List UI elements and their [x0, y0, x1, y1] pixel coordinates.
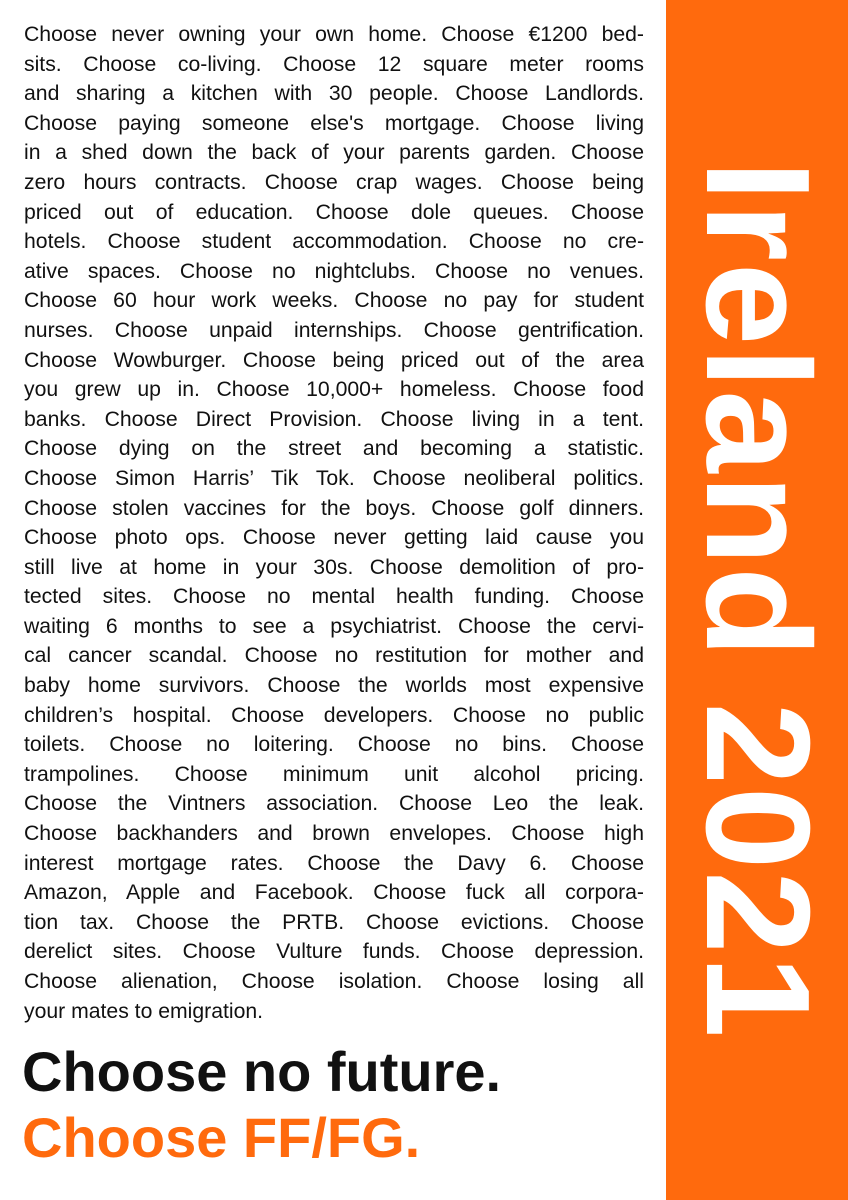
body-line: zero hours contracts. Choose crap wages. Choose being: [24, 170, 644, 194]
body-line: nurses. Choose unpaid internships. Choose gentrification.: [24, 318, 644, 342]
body-line: Choose Wowburger. Choose being priced out of the area: [24, 348, 644, 372]
headline-no-future: Choose no future.: [22, 1040, 502, 1103]
body-line: Choose stolen vaccines for the boys. Choose golf dinners.: [24, 496, 644, 520]
body-line: ative spaces. Choose no nightclubs. Choose no venues.: [24, 259, 644, 283]
body-line: waiting 6 months to see a psychiatrist. Choose the cervi-: [24, 614, 644, 638]
body-line: hotels. Choose student accommodation. Choose no cre-: [24, 230, 644, 254]
body-line: trampolines. Choose minimum unit alcohol pricing.: [24, 762, 644, 786]
body-line: your mates to emigration.: [24, 999, 264, 1023]
body-line: Amazon, Apple and Facebook. Choose fuck all corpora-: [24, 881, 644, 905]
side-title-ireland-2021: Ireland 2021: [675, 160, 840, 1040]
body-line: Choose Simon Harris’ Tik Tok. Choose neoliberal politics.: [24, 466, 644, 490]
body-line: baby home survivors. Choose the worlds most expensive: [24, 674, 644, 698]
body-line: toilets. Choose no loitering. Choose no bins. Choose: [24, 733, 644, 757]
body-line: and sharing a kitchen with 30 people. Choose Landlords.: [24, 82, 644, 106]
body-line: tected sites. Choose no mental health funding. Choose: [24, 585, 644, 609]
body-line: tion tax. Choose the PRTB. Choose evictions. Choose: [24, 910, 644, 934]
body-line: Choose backhanders and brown envelopes. Choose high: [24, 822, 644, 846]
body-line: interest mortgage rates. Choose the Davy 6. Choose: [24, 851, 644, 875]
manifesto-body: [24, 20, 644, 1026]
body-line: Choose photo ops. Choose never getting laid cause you: [24, 526, 644, 550]
body-line: Choose alienation, Choose isolation. Choose losing all: [24, 970, 644, 993]
body-line: Choose paying someone else's mortgage. Choose living: [24, 111, 644, 135]
body-line: you grew up in. Choose 10,000+ homeless. Choose food: [24, 378, 644, 402]
body-line: banks. Choose Direct Provision. Choose living in a tent.: [24, 407, 644, 431]
body-line: priced out of education. Choose dole queues. Choose: [24, 200, 644, 224]
headline-choose-ff-fg: Choose FF/FG.: [22, 1106, 421, 1169]
body-line: children’s hospital. Choose developers. Choose no public: [24, 703, 644, 727]
body-line: Choose 60 hour work weeks. Choose no pay for student: [24, 289, 644, 313]
side-orange-band: [666, 0, 848, 1200]
body-line: sits. Choose co-living. Choose 12 square meter rooms: [24, 52, 644, 76]
body-line: derelict sites. Choose Vulture funds. Choose depression.: [24, 940, 644, 964]
body-line: Choose the Vintners association. Choose Leo the leak.: [24, 792, 644, 816]
body-line: Choose dying on the street and becoming a statistic.: [24, 437, 644, 461]
body-line: Choose never owning your own home. Choose €1200 bed-: [24, 23, 644, 46]
body-line: in a shed down the back of your parents garden. Choose: [24, 141, 644, 165]
body-line: cal cancer scandal. Choose no restitution for mother and: [24, 644, 644, 668]
body-line: still live at home in your 30s. Choose demolition of pro-: [24, 555, 644, 579]
